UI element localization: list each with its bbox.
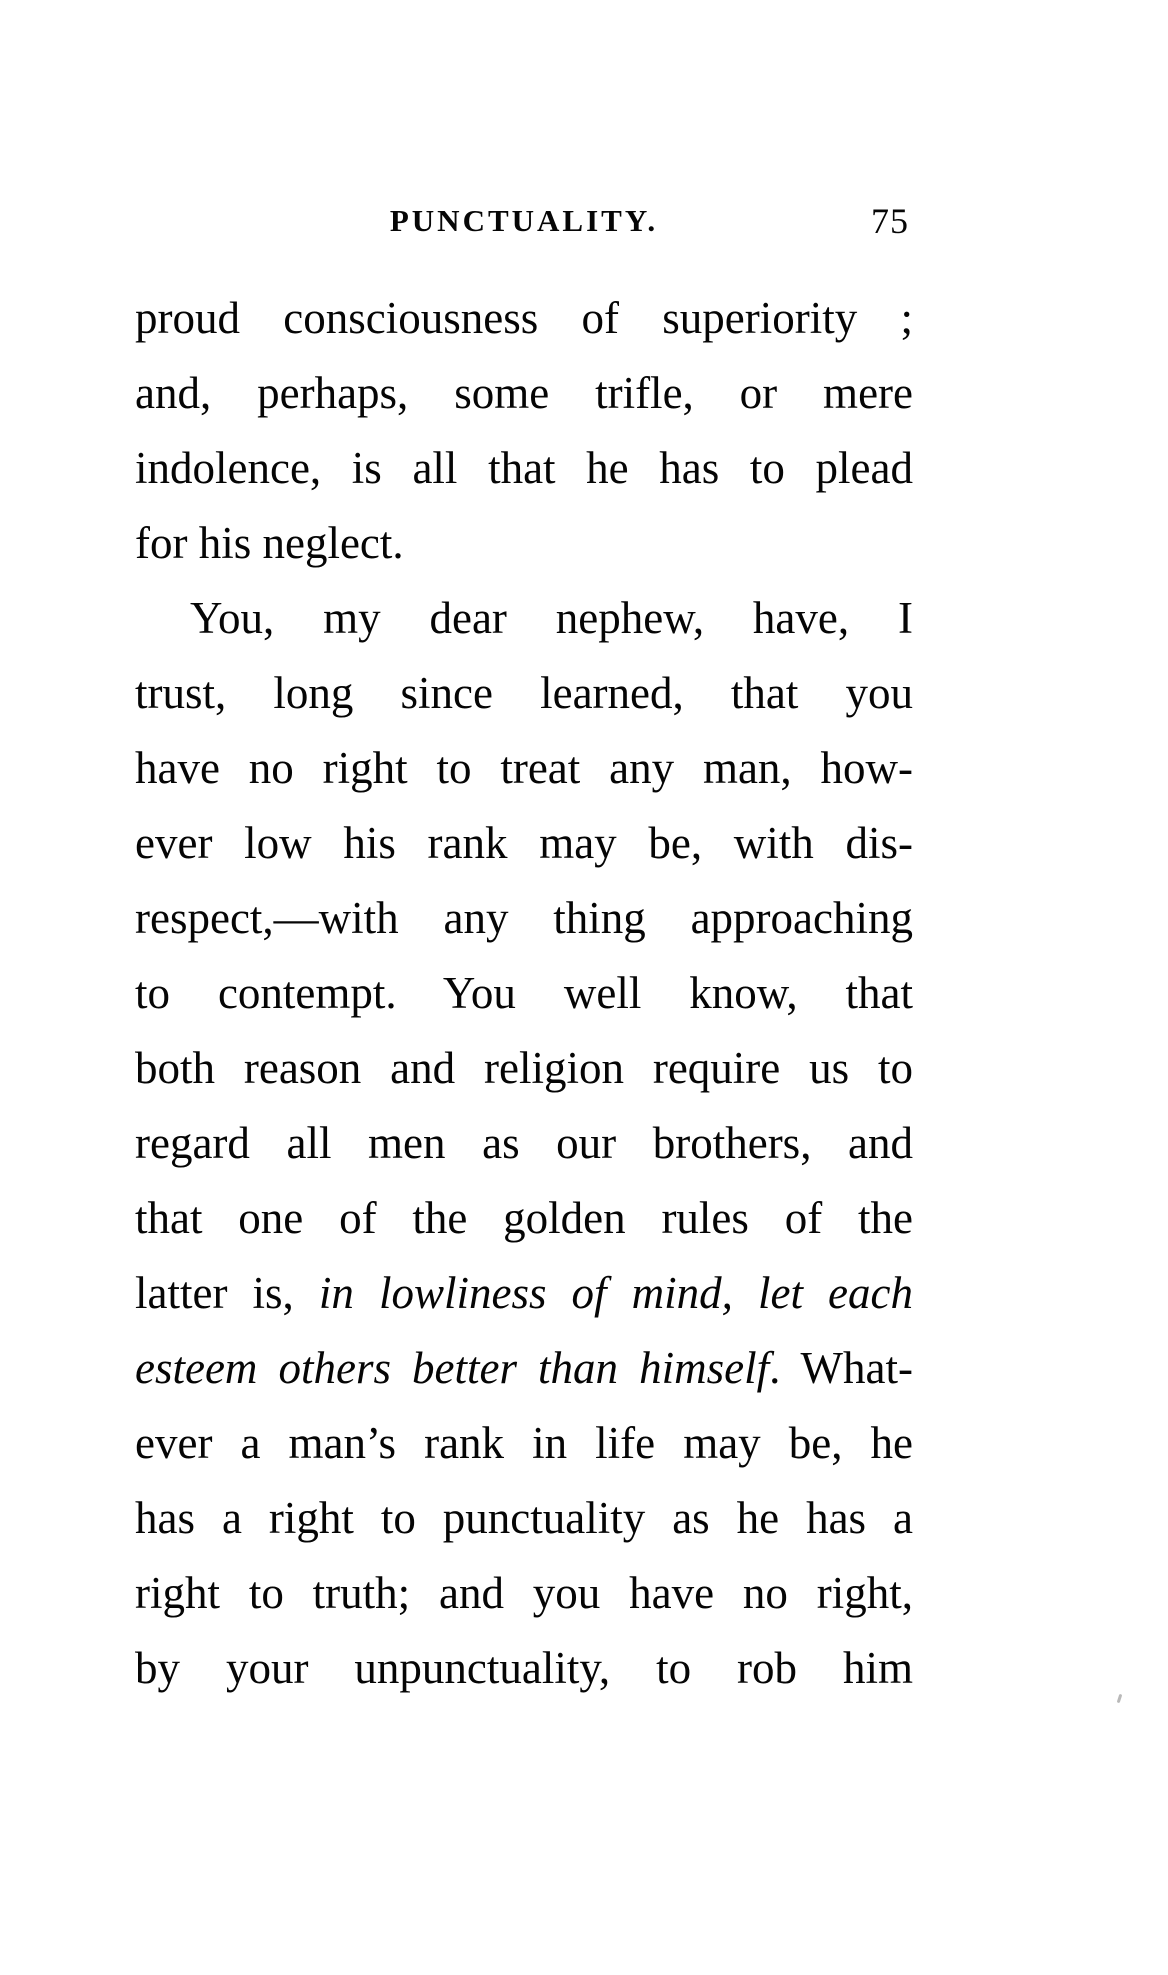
- text-segment: that one of the golden rules of the: [135, 1193, 913, 1243]
- text-line: [135, 581, 913, 656]
- text-segment: trust, long since learned, that you: [135, 668, 913, 718]
- text-segment: right to truth; and you have no right,: [135, 1568, 913, 1618]
- text-line: [135, 1331, 913, 1406]
- text-line: [135, 1631, 913, 1706]
- text-line: [135, 1481, 913, 1556]
- text-line: [135, 281, 913, 356]
- text-line: [135, 1256, 913, 1331]
- text-segment: latter is,: [135, 1268, 319, 1318]
- text-line: [135, 656, 913, 731]
- text-line: [135, 1106, 913, 1181]
- text-segment: to contempt. You well know, that: [135, 968, 913, 1018]
- scan-artifact-speck: [1117, 1694, 1123, 1703]
- text-segment: ever a man’s rank in life may be, he: [135, 1418, 913, 1468]
- text-segment: indolence, is all that he has to plead: [135, 443, 913, 493]
- text-line: [135, 506, 913, 581]
- text-segment: both reason and religion require us to: [135, 1043, 913, 1093]
- text-segment: You, my dear nephew, have, I: [190, 593, 913, 643]
- text-line: [135, 1406, 913, 1481]
- text-line: [135, 1556, 913, 1631]
- text-segment: ever low his rank may be, with dis-: [135, 818, 913, 868]
- text-segment: proud consciousness of superiority ;: [135, 293, 913, 343]
- text-segment: by your unpunctuality, to rob him: [135, 1643, 913, 1693]
- text-line: [135, 1181, 913, 1256]
- text-segment: esteem others better than himself: [135, 1343, 770, 1393]
- text-segment: regard all men as our brothers, and: [135, 1118, 913, 1168]
- text-line: [135, 881, 913, 956]
- text-line: [135, 1031, 913, 1106]
- text-line: [135, 731, 913, 806]
- text-segment: have no right to treat any man, how-: [135, 743, 913, 793]
- text-segment: in lowliness of mind, let each: [318, 1268, 913, 1318]
- running-head-title: PUNCTUALITY.: [389, 203, 659, 238]
- text-segment: . What-: [769, 1343, 913, 1393]
- page-number: 75: [871, 201, 909, 241]
- text-line: [135, 356, 913, 431]
- text-segment: respect,—with any thing approaching: [135, 893, 913, 943]
- body-text: [135, 281, 913, 1706]
- text-line: [135, 956, 913, 1031]
- text-segment: and, perhaps, some trifle, or mere: [135, 368, 913, 418]
- text-segment: for his neglect.: [135, 518, 404, 568]
- text-line: [135, 431, 913, 506]
- text-segment: has a right to punctuality as he has a: [135, 1493, 913, 1543]
- text-line: [135, 806, 913, 881]
